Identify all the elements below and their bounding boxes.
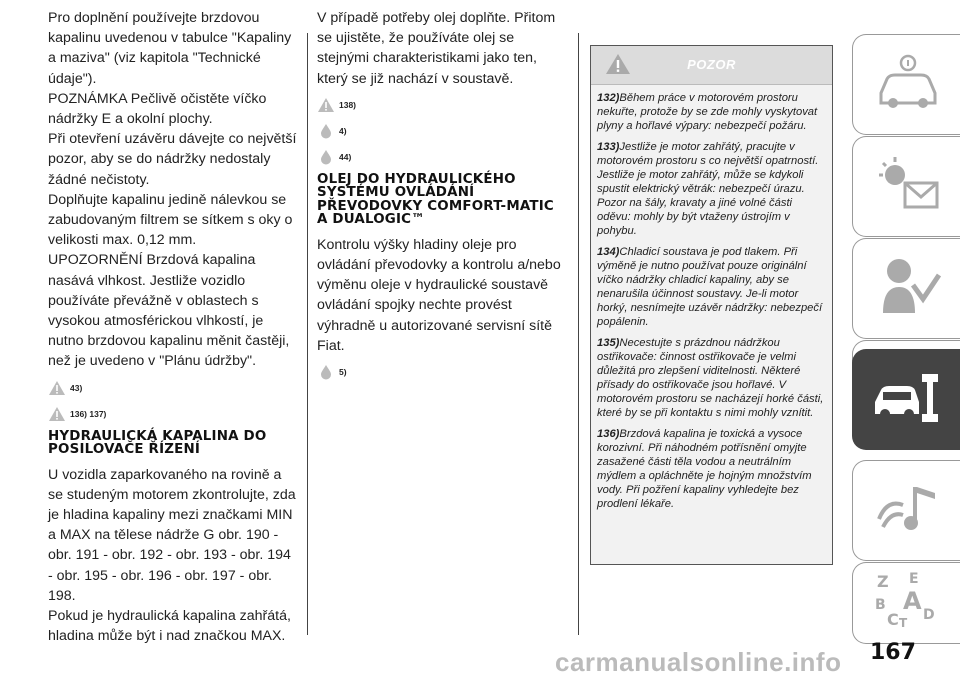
warning-item: [597, 245, 824, 329]
lights-warning-icon: [873, 155, 943, 215]
warning-body: [591, 85, 832, 511]
warning-item: [597, 427, 824, 511]
reference[interactable]: [317, 362, 569, 382]
reference-number: 4): [339, 125, 347, 136]
warning-item-number: 132): [597, 92, 620, 104]
reference-number: 5): [339, 367, 347, 378]
warning-item: [597, 140, 824, 238]
paragraph: UPOZORNĚNÍ Brzdová kapalina nasává vlhkost. Jestliže vozidlo používáte převážně v oblastech s vysokou atmosférickou vlhkostí, je nutno brzdovou kapalinu měnit častěji, než je uvedeno v "Plánu údržby".: [48, 252, 290, 370]
warning-header: [591, 46, 832, 85]
tab-car-service[interactable]: [852, 349, 960, 450]
page-number: 167: [870, 640, 916, 665]
index-letter: E: [909, 571, 919, 587]
column-divider: [578, 33, 579, 635]
warning-box: [590, 45, 833, 565]
warning-item-text: Během práce v motorovém prostoru nekuřte, protože by se zde mohly vyskytovat plyny a hořlavé výpary: nebezpečí požáru.: [597, 92, 818, 132]
index-letter: B: [875, 597, 886, 613]
warning-item-number: 133): [597, 141, 620, 153]
media-icon: [873, 479, 943, 539]
paragraph: Při otevření uzávěru dávejte co největší pozor, aby se do nádržky nedostaly žádné nečistoty.: [48, 131, 297, 188]
tab-lights-warning[interactable]: [852, 136, 960, 237]
info-drop-icon: [317, 123, 335, 139]
index-letter: A: [903, 587, 922, 615]
reference-number: 136) 137): [70, 408, 107, 419]
index-letter: D: [923, 607, 935, 623]
reference-number: 138): [339, 99, 357, 110]
tab-index[interactable]: [852, 562, 960, 644]
warning-item-text: Jestliže je motor zahřátý, pracujte v motorovém prostoru s co největší opatrností. Jestliže je motor zahřátý, může se kdykoli spustit elektrický větrák: nebezpečí úrazu. Pozor na šály, kravaty a jiné volné části oděvu: mohly by být vtaženy ústrojím v pohybu.: [597, 141, 819, 237]
column-1: [48, 8, 298, 646]
warning-title: POZOR: [687, 57, 736, 72]
index-letter: Z: [877, 572, 889, 591]
warning-item: [597, 91, 824, 133]
paragraph: Pro doplnění používejte brzdovou kapalinu uvedenou v tabulce "Kapaliny a maziva" (viz kapitola "Technické údaje").: [48, 10, 292, 87]
reference[interactable]: [317, 121, 569, 141]
column-2: [317, 8, 569, 386]
reference-number: 44): [339, 151, 352, 162]
warning-item-number: 135): [597, 337, 620, 349]
paragraph: V případě potřeby olej doplňte. Přitom se ujistěte, že používáte olej se stejnými charakteristikami jako ten, který se již nachází v soustavě.: [317, 10, 556, 87]
index-letter: C: [887, 610, 899, 629]
paragraph: Pokud je hydraulická kapalina zahřátá, hladina může být i nad značkou MAX.: [48, 608, 291, 645]
paragraph: Doplňujte kapalinu jedině nálevkou se zabudovaným filtrem se sítkem s oky o velikosti max. 0,12 mm.: [48, 191, 293, 249]
warning-item: [597, 336, 824, 420]
index-letter: T: [899, 616, 908, 629]
warning-item-number: 134): [597, 246, 620, 258]
car-service-icon: [873, 368, 943, 428]
paragraph: POZNÁMKA Pečlivě očistěte víčko nádržky E a okolní plochy.: [48, 90, 267, 128]
section-heading: HYDRAULICKÁ KAPALINA DO POSILOVAČE ŘÍZENÍ: [48, 428, 267, 458]
warning-item-number: 136): [597, 428, 620, 440]
info-drop-icon: [317, 364, 335, 380]
section-heading: OLEJ DO HYDRAULICKÉHO SYSTÉMU OVLÁDÁNÍ PŘEVODOVKY COMFORT-MATIC A DUALOGIC™: [317, 171, 554, 228]
reference[interactable]: [48, 404, 298, 424]
car-info-icon: [873, 53, 943, 113]
watermark: carmanualsonline.info: [555, 647, 842, 677]
warning-triangle-icon: [48, 406, 66, 422]
paragraph: U vozidla zaparkovaného na rovině a se studeným motorem zkontrolujte, zda je hladina kapaliny mezi značkami MIN a MAX na tělese nádrže G obr. 190 - obr. 191 - obr. 192 - obr. 193 - obr. 194 - obr. 195 - obr. 196 - obr. 197 - obr. 198.: [48, 466, 296, 604]
warning-triangle-icon: [48, 380, 66, 396]
reference-number: 43): [70, 382, 83, 393]
index-letters-icon: [873, 569, 943, 629]
tab-car-info[interactable]: [852, 34, 960, 135]
column-divider: [307, 33, 308, 635]
reference[interactable]: [317, 95, 569, 115]
seatbelt-airbag-icon: [873, 257, 943, 317]
tab-media[interactable]: [852, 460, 960, 561]
warning-item-text: Chladicí soustava je pod tlakem. Při výměně je nutno používat pouze originální víčko nádržky chladicí kapaliny, aby se nenarušila účinnost soustavy. Je-li motor horký, nesnímejte uzávěr nádržky: nebezpečí popálenin.: [597, 246, 823, 328]
warning-item-text: Necestujte s prázdnou nádržkou ostřikovače: činnost ostřikovače je velmi důležitá pro zlepšení viditelnosti. Některé přísady do ostřikovače jsou hořlavé. V motorovém prostoru se nacházejí horké části, které by se při kontaktu s nimi mohly vznítit.: [597, 337, 824, 419]
info-drop-icon: [317, 149, 335, 165]
reference[interactable]: [317, 147, 569, 167]
tab-seatbelt-airbag[interactable]: [852, 238, 960, 339]
warning-item-text: Brzdová kapalina je toxická a vysoce korozivní. Při náhodném potřísnění omyjte zasažené části těla vodou a neutrálním mýdlem a opláchněte je hojným množstvím vody. Při požření kapaliny vyhledejte bez prodlení lékaře.: [597, 428, 812, 510]
paragraph: Kontrolu výšky hladiny oleje pro ovládání převodovky a kontrolu a/nebo výměnu oleje v hydraulické soustavě ovládání spojky nechte provést výhradně u autorizované servisní sítě Fiat.: [317, 236, 561, 354]
warning-triangle-icon: [317, 97, 335, 113]
reference[interactable]: [48, 378, 298, 398]
